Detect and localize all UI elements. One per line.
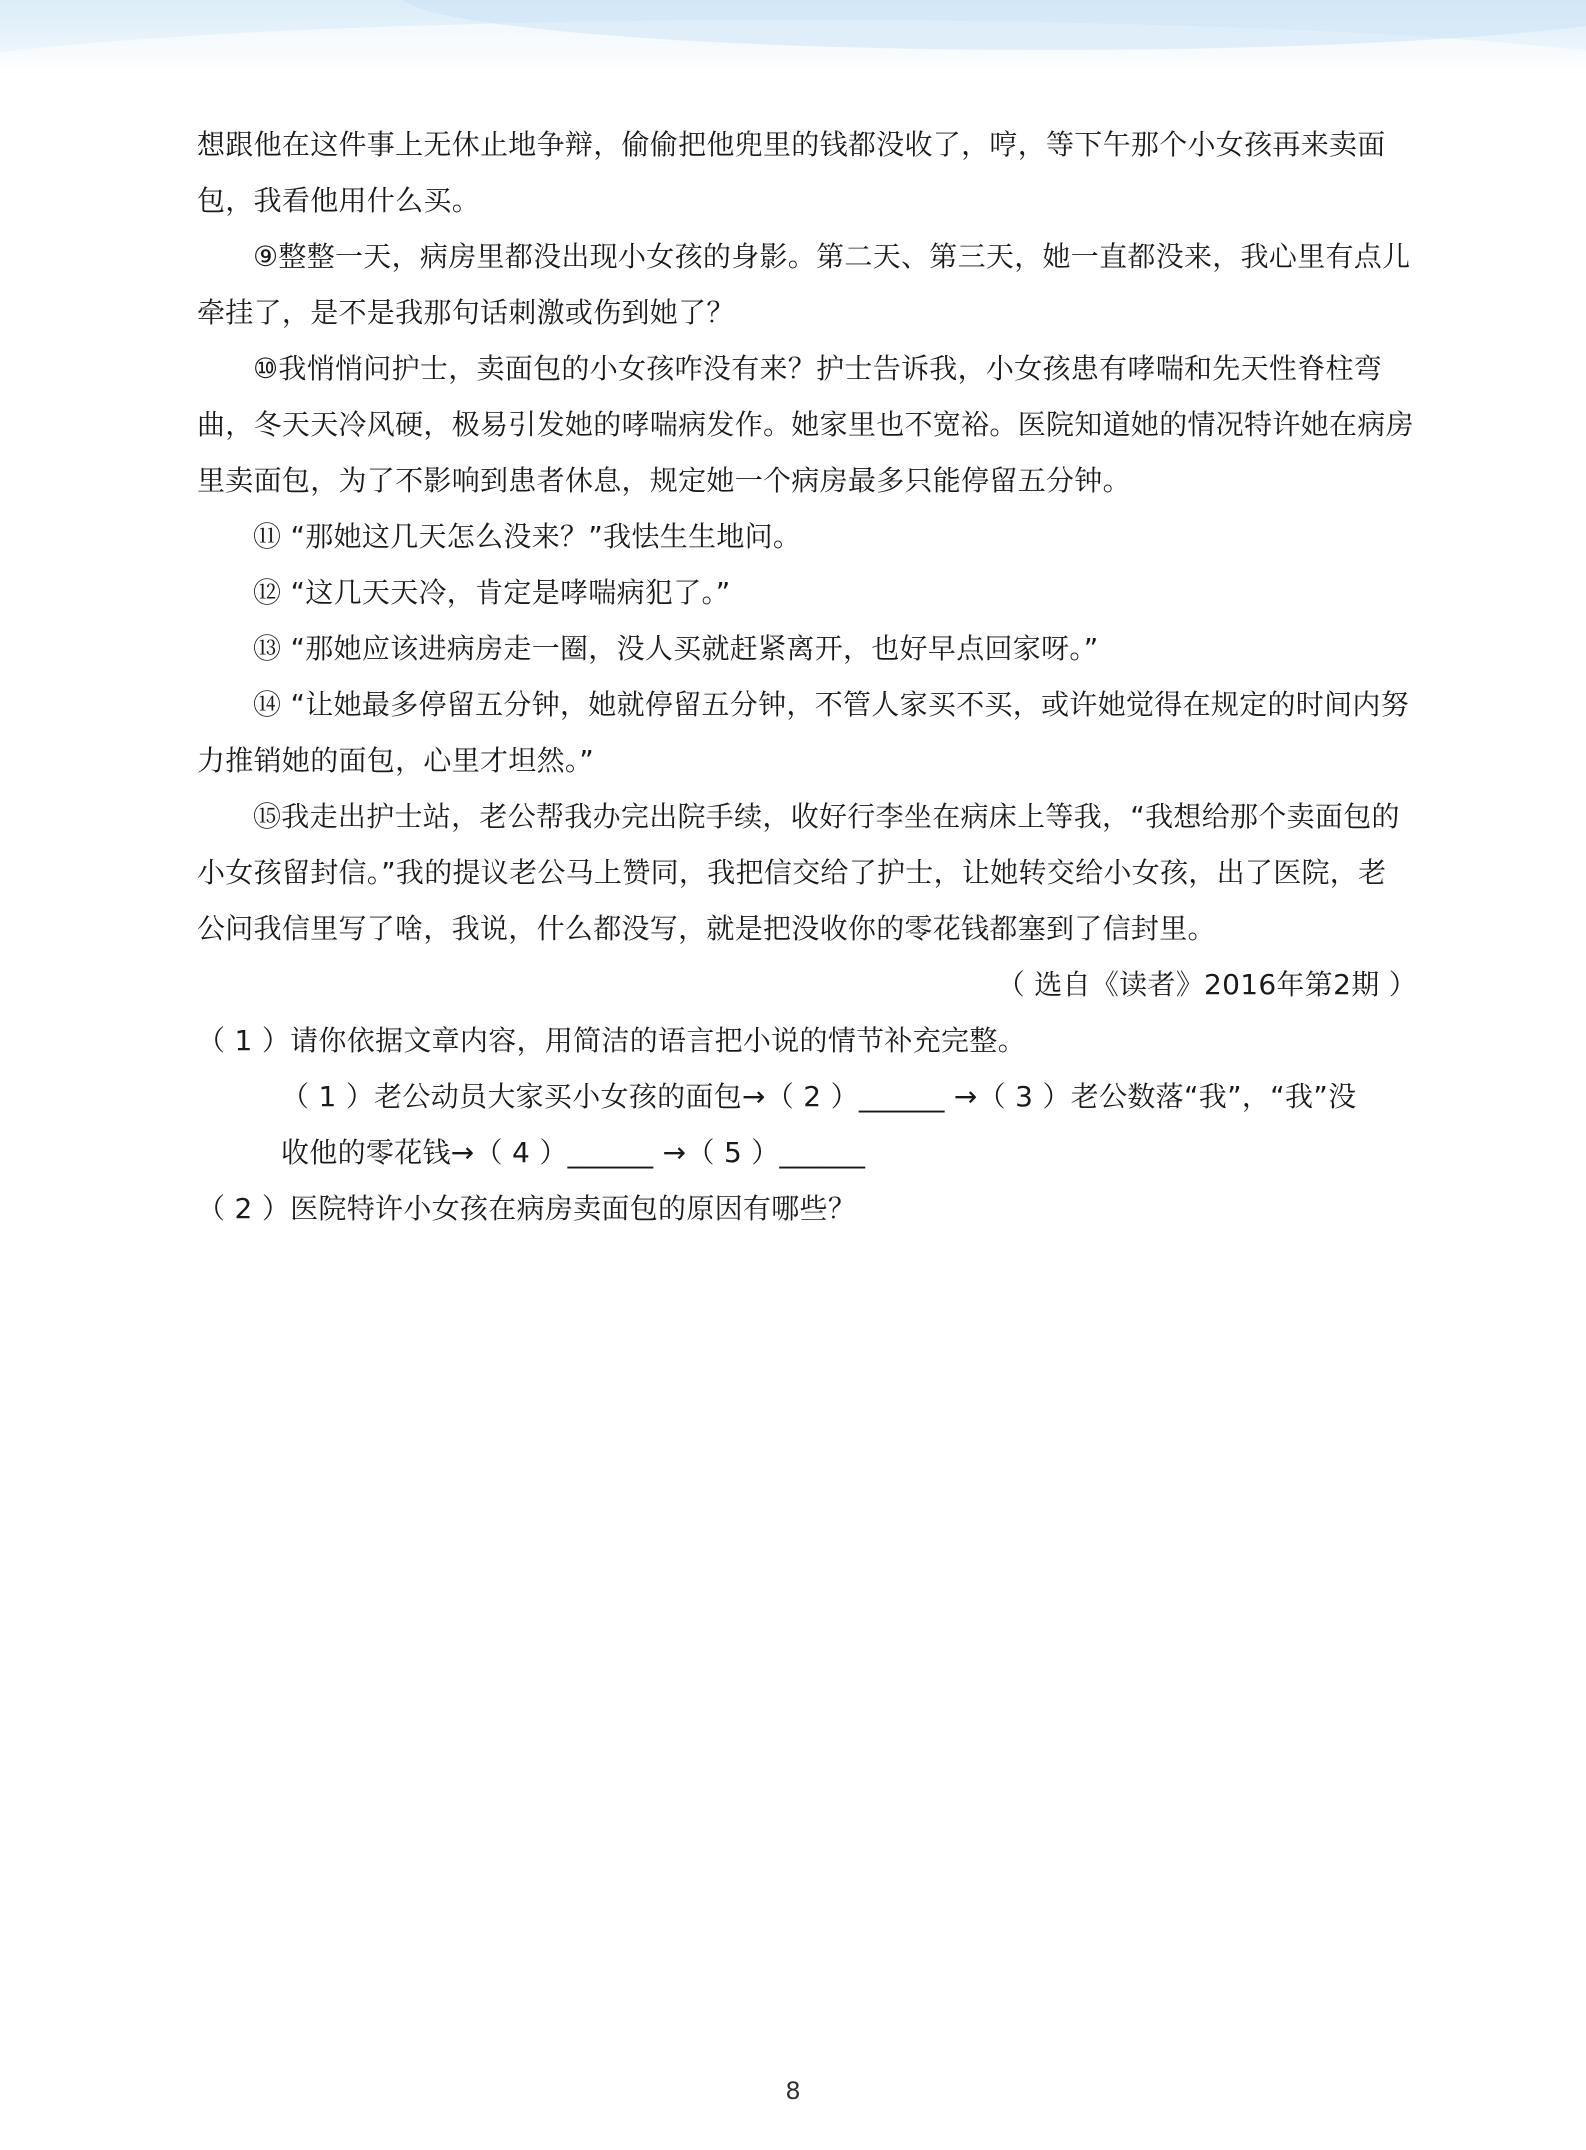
paragraph-line: 力推销她的面包，心里才坦然。”: [197, 744, 595, 777]
paragraph-line: ⑬ “那她应该进病房走一圈，没人买就赶紧离开，也好早点回家呀。”: [253, 632, 1099, 665]
paragraph-line: 里卖面包，为了不影响到患者休息，规定她一个病房最多只能停留五分钟。: [197, 464, 1131, 497]
source-citation: （ 选自《读者》2016年第2期 ）: [996, 968, 1417, 1001]
paragraph-line: 公问我信里写了啥，我说，什么都没写，就是把没收你的零花钱都塞到了信封里。: [197, 912, 1216, 945]
paragraph-line: ⑮我走出护士站，老公帮我办完出院手续，收好行李坐在病床上等我，“我想给那个卖面包的: [253, 800, 1400, 833]
paragraph-line: ⑨整整一天，病房里都没出现小女孩的身影。第二天、第三天，她一直都没来，我心里有点儿: [253, 240, 1411, 273]
paragraph-line: ⑪ “那她这几天怎么没来？”我怯生生地问。: [253, 520, 802, 553]
plot-outline-line: 收他的零花钱→（ 4 ）______ →（ 5 ）______: [281, 1136, 866, 1169]
document-body: [197, 117, 1427, 1237]
paragraph-line: 小女孩留封信。”我的提议老公马上赞同，我把信交给了护士，让她转交给小女孩，出了医院，老: [197, 856, 1387, 889]
question-2: （ 2 ）医院特许小女孩在病房卖面包的原因有哪些？: [197, 1192, 857, 1225]
paragraph-line: 包，我看他用什么买。: [197, 184, 481, 217]
paragraph-line: 曲，冬天天冷风硬，极易引发她的哮喘病发作。她家里也不宽裕。医院知道她的情况特许她在病房: [197, 408, 1414, 441]
plot-outline-line: （ 1 ）老公动员大家买小女孩的面包→（ 2 ）______ →（ 3 ）老公数落“我”，“我”没: [281, 1080, 1357, 1113]
paragraph-line: 想跟他在这件事上无休止地争辩，偷偷把他兜里的钱都没收了，哼，等下午那个小女孩再来卖面: [197, 128, 1386, 161]
paragraph-line: ⑩我悄悄问护士，卖面包的小女孩咋没有来？护士告诉我，小女孩患有哮喘和先天性脊柱弯: [253, 352, 1383, 385]
question-1: （ 1 ）请你依据文章内容，用简洁的语言把小说的情节补充完整。: [197, 1024, 1026, 1057]
paragraph-line: ⑭ “让她最多停留五分钟，她就停留五分钟，不管人家买不买，或许她觉得在规定的时间内努: [253, 688, 1410, 721]
header-decoration: [0, 0, 1586, 80]
paragraph-line: 牵挂了，是不是我那句话刺激或伤到她了？: [197, 296, 735, 329]
page-number: 8: [785, 2077, 801, 2105]
paragraph-line: ⑫ “这几天天冷，肯定是哮喘病犯了。”: [253, 576, 731, 609]
